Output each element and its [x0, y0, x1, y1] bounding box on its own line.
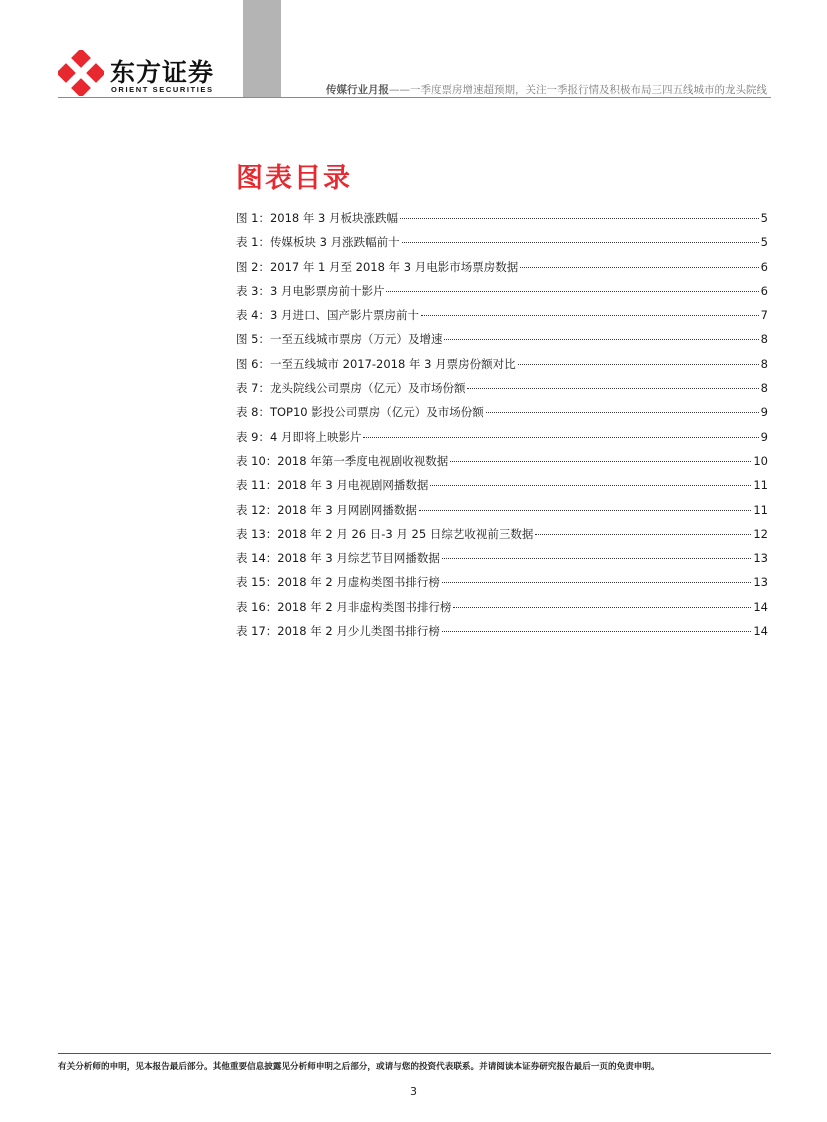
toc-entry[interactable]	[236, 234, 768, 258]
toc-entry-page: 8	[760, 332, 768, 347]
toc-dot-leader	[442, 582, 752, 583]
page-number: 3	[410, 1085, 417, 1098]
toc-entry-page: 8	[760, 356, 768, 371]
toc-dot-leader	[444, 339, 758, 340]
toc-entry-page: 12	[753, 526, 768, 541]
toc-entry-label: 表 3：3 月电影票房前十影片	[236, 283, 385, 298]
footer-divider	[58, 1053, 771, 1054]
toc-dot-leader	[363, 437, 758, 438]
toc-entry-page: 9	[760, 429, 768, 444]
toc-entry-page: 13	[753, 551, 768, 566]
toc-entry-label: 表 14：2018 年 3 月综艺节目网播数据	[236, 551, 440, 566]
toc-dot-leader	[453, 607, 751, 608]
toc-entry-page: 11	[753, 478, 768, 493]
toc-entry[interactable]	[236, 477, 768, 501]
toc-list	[236, 210, 768, 647]
toc-dot-leader	[450, 461, 751, 462]
toc-entry-label: 图 2：2017 年 1 月至 2018 年 3 月电影市场票房数据	[236, 259, 519, 274]
toc-entry-page: 5	[760, 211, 768, 225]
toc-entry[interactable]	[236, 526, 768, 550]
toc-dot-leader	[442, 631, 752, 632]
report-subtitle: ——一季度票房增速超预期，关注一季报行情及积极布局三四五线城市的龙头院线	[389, 84, 767, 96]
toc-dot-leader	[419, 510, 752, 511]
toc-entry[interactable]	[236, 210, 768, 234]
toc-entry[interactable]	[236, 259, 768, 283]
toc-dot-leader	[386, 291, 758, 292]
toc-entry-label: 表 7：龙头院线公司票房（亿元）及市场份额	[236, 381, 466, 396]
footer-disclaimer: 有关分析师的申明，见本报告最后部分。其他重要信息披露见分析师申明之后部分，或请与您的投资代表联系。并请阅读本证券研究报告最后一页的免责申明。	[58, 1062, 660, 1072]
toc-entry-label: 图 5：一至五线城市票房（万元）及增速	[236, 332, 443, 347]
toc-entry[interactable]	[236, 404, 768, 428]
toc-entry[interactable]	[236, 574, 768, 598]
toc-entry-label: 表 4：3 月进口、国产影片票房前十	[236, 308, 419, 323]
toc-entry-label: 表 8：TOP10 影投公司票房（亿元）及市场份额	[236, 405, 484, 420]
brand-name-en: ORIENT SECURITIES	[111, 85, 214, 94]
toc-dot-leader	[430, 485, 751, 486]
toc-dot-leader	[421, 315, 759, 316]
brand-name-cn: 东方证券	[110, 58, 215, 87]
toc-entry[interactable]	[236, 502, 768, 526]
toc-entry-page: 9	[760, 405, 768, 420]
brand-logo	[58, 50, 218, 96]
toc-entry-page: 14	[753, 624, 768, 639]
toc-entry-page: 14	[753, 599, 768, 614]
toc-entry-label: 表 12：2018 年 3 月网剧网播数据	[236, 502, 417, 517]
toc-entry-page: 8	[760, 381, 768, 396]
toc-entry[interactable]	[236, 356, 768, 380]
toc-entry-page: 10	[753, 453, 768, 468]
toc-entry-label: 表 10：2018 年第一季度电视剧收视数据	[236, 453, 449, 468]
toc-dot-leader	[467, 388, 758, 389]
toc-entry[interactable]	[236, 380, 768, 404]
toc-dot-leader	[520, 267, 758, 268]
toc-title: 图表目录	[236, 163, 352, 194]
toc-entry[interactable]	[236, 623, 768, 647]
toc-entry-page: 5	[760, 235, 768, 250]
toc-entry[interactable]	[236, 429, 768, 453]
toc-entry-page: 6	[760, 283, 768, 298]
toc-entry[interactable]	[236, 331, 768, 355]
toc-entry[interactable]	[236, 307, 768, 331]
toc-entry-page: 11	[753, 502, 768, 517]
toc-dot-leader	[486, 412, 759, 413]
header-divider	[58, 97, 771, 98]
toc-entry-label: 表 1：传媒板块 3 月涨跌幅前十	[236, 235, 400, 250]
header-decor-block	[243, 0, 281, 97]
toc-dot-leader	[518, 364, 759, 365]
toc-dot-leader	[402, 242, 759, 243]
toc-entry-page: 6	[760, 259, 768, 274]
toc-entry-label: 表 9：4 月即将上映影片	[236, 429, 362, 444]
toc-dot-leader	[535, 534, 751, 535]
toc-entry-page: 7	[760, 308, 768, 323]
report-type: 传媒行业月报	[326, 84, 389, 96]
toc-entry-label: 表 11：2018 年 3 月电视剧网播数据	[236, 478, 429, 493]
toc-entry[interactable]	[236, 283, 768, 307]
toc-entry[interactable]	[236, 550, 768, 574]
toc-dot-leader	[442, 558, 752, 559]
orient-securities-logo-icon	[58, 50, 104, 96]
toc-entry[interactable]	[236, 599, 768, 623]
toc-entry-label: 表 13：2018 年 2 月 26 日-3 月 25 日综艺收视前三数据	[236, 526, 534, 541]
toc-dot-leader	[400, 218, 759, 219]
toc-entry-label: 图 6：一至五线城市 2017-2018 年 3 月票房份额对比	[236, 356, 516, 371]
toc-entry-label: 表 16：2018 年 2 月非虚构类图书排行榜	[236, 599, 452, 614]
toc-entry-page: 13	[753, 575, 768, 590]
toc-entry[interactable]	[236, 453, 768, 477]
toc-entry-label: 表 15：2018 年 2 月虚构类图书排行榜	[236, 575, 440, 590]
toc-entry-label: 图 1：2018 年 3 月板块涨跌幅	[236, 211, 399, 225]
report-header	[326, 82, 767, 97]
toc-entry-label: 表 17：2018 年 2 月少儿类图书排行榜	[236, 624, 440, 639]
